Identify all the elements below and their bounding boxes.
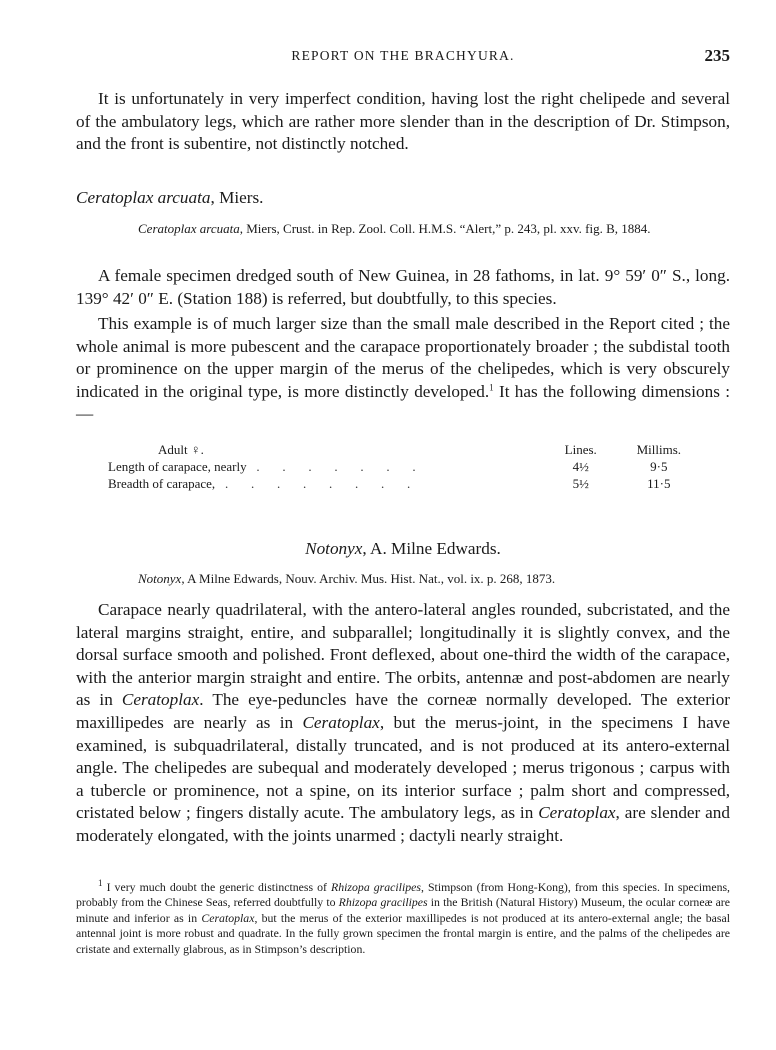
genus-reference-name: Notonyx: [138, 571, 182, 586]
dimensions-row: [108, 458, 698, 475]
species-author: , Miers.: [210, 188, 264, 207]
genus-desc-em-1: Ceratoplax: [121, 690, 200, 710]
leader-dots: . . . . . . .: [256, 459, 416, 474]
genus-desc-text-3: , but the merus-joint, in the specimens I have examined, is subquadrilateral, distally truncated, and is not produced at its antero-external angle. The chelipedes are subequal and moderately developed ; merus trigonous ; carpus with a tubercle or prominence, not a spine, on its interior surface ; palm short and compressed, cristated below ; fingers distally acute. The ambulatory legs, as in: [76, 712, 730, 823]
genus-reference: [138, 570, 730, 587]
footnote-reference[interactable]: 1: [489, 382, 494, 393]
footnote-em-3: Ceratoplax: [201, 910, 255, 925]
dimension-millims: 11·5: [647, 476, 671, 491]
dimension-lines: 5½: [572, 476, 589, 491]
footnote-text-1: I very much doubt the generic distinctness of: [102, 880, 332, 894]
footnote-em-1: Rhizopa gracilipes: [331, 880, 421, 894]
dimensions-row: [108, 475, 698, 492]
genus-description: [76, 599, 730, 848]
genus-heading: [76, 538, 730, 560]
species-paragraph-1: A female specimen dredged south of New Guinea, in 28 fathoms, in lat. 9° 59′ 0″ S., long. 139° 42′ 0″ E. (Station 188) is referred, but doubtfully, to this species.: [76, 266, 730, 308]
running-head: [76, 46, 730, 68]
genus-name: Notonyx: [305, 539, 363, 558]
species-paragraph-2: [76, 313, 730, 426]
footnote-text-4: , but the merus of the exterior maxillipedes is not produced at its antero-external angle; the basal antennal joint is more robust and quadrate. In the fully grown specimen the frontal margin is entire, and the palms of the chelipedes are cristate and externally glabrous, as in Stimpson’s description.: [76, 910, 731, 956]
species-reference: [138, 220, 730, 237]
dimensions-table: [108, 441, 698, 492]
dimensions-header-row: [108, 441, 698, 458]
species-name: Ceratoplax arcuata: [76, 188, 211, 207]
page-number: 235: [704, 46, 730, 65]
dimensions-heading: Adult ♀.: [158, 442, 204, 457]
footnote: [76, 880, 730, 957]
footnote-text-3: in the British (Natural History) Museum, the ocular corneæ are minute and inferior as in: [76, 895, 730, 925]
dimension-lines: 4½: [572, 459, 589, 474]
species-reference-text: , Miers, Crust. in Rep. Zool. Coll. H.M.S. “Alert,” p. 243, pl. xxv. fig. B, 1884.: [239, 221, 651, 236]
species-paragraph-2-end: It has the following dimensions :—: [76, 381, 730, 424]
species-heading: [76, 187, 263, 209]
leader-dots: . . . . . . . .: [224, 476, 411, 491]
species-reference-name: Ceratoplax arcuata: [138, 221, 240, 236]
genus-reference-text: , A Milne Edwards, Nouv. Archiv. Mus. Hist. Nat., vol. ix. p. 268, 1873.: [181, 571, 556, 586]
footnote-text-2: , Stimpson (from Hong-Kong), from this species. In specimens, probably from the Chinese Seas, referred doubtfully to: [76, 880, 731, 910]
col-millims-header: Millims.: [636, 442, 682, 457]
genus-desc-text-1: Carapace nearly quadrilateral, with the antero-lateral angles rounded, subcristated, and the lateral margins straight, entire, and subparallel; longitudinally it is slightly convex, and the dorsal surface smooth and polished. Front deflexed, about one-third the width of the carapace, with the anterior margin straight and entire. The orbits, antennæ and post-abdomen are nearly as in: [76, 600, 730, 710]
genus-desc-em-3: Ceratoplax: [538, 803, 616, 823]
genus-author: , A. Milne Edwards.: [362, 539, 501, 558]
genus-desc-em-2: Ceratoplax: [302, 712, 380, 732]
genus-desc-text-4: , are slender and moderately elongated, with the joints unarmed ; dactyli nearly straight.: [76, 803, 730, 845]
genus-desc-text-2: . The eye-peduncles have the corneæ normally developed. The exterior maxillipedes are nearly as in: [76, 690, 731, 732]
footnote-mark: 1: [98, 878, 103, 889]
col-lines-header: Lines.: [564, 442, 597, 457]
dimension-millims: 9·5: [650, 459, 668, 474]
dimension-label: Length of carapace, nearly . . . . . . .: [108, 459, 416, 474]
dimension-label: Breadth of carapace, . . . . . . . .: [108, 476, 411, 491]
intro-paragraph: It is unfortunately in very imperfect condition, having lost the right chelipede and several of the ambulatory legs, which are rather more slender than in the description of Dr. Stimpson, and the front is subentire, not distinctly notched.: [76, 89, 730, 154]
species-paragraph-2-text: This example is of much larger size than the small male described in the Report cited ; the whole animal is more pubescent and the carapace proportionately broader ; the subdistal tooth or prominence on the upper margin of the merus of the chelipedes, which is very obscurely indicated in the original type, is more distinctly developed.: [76, 314, 730, 401]
footnote-em-2: Rhizopa gracilipes: [338, 895, 428, 910]
running-title: REPORT ON THE BRACHYURA.: [291, 48, 515, 63]
